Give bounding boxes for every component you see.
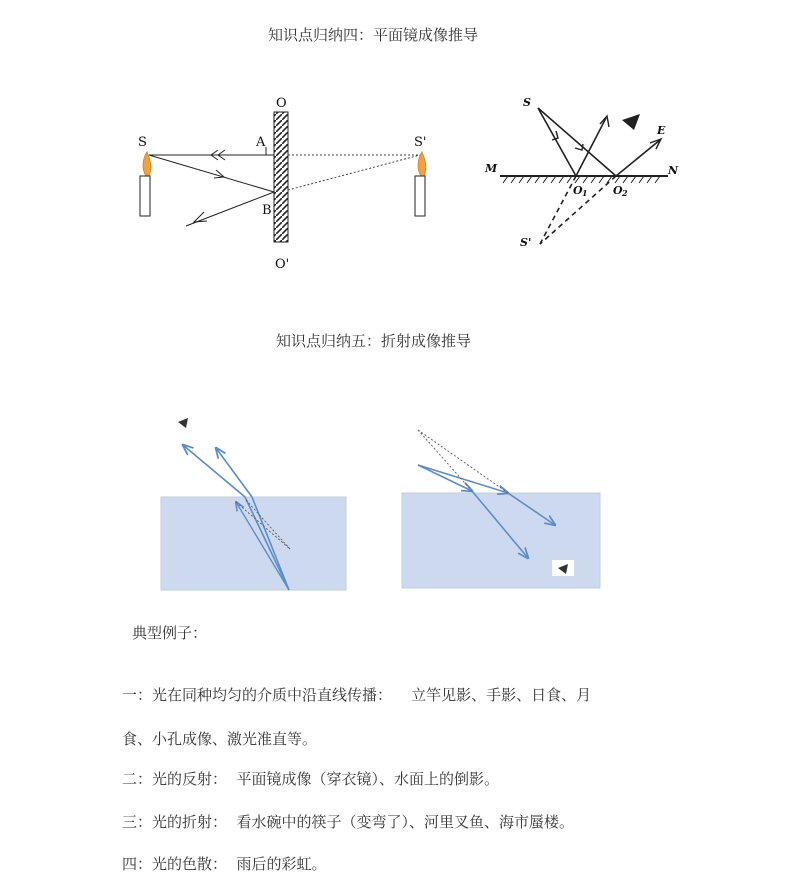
label-s: S xyxy=(138,135,147,150)
example-4: 四：光的色散： 雨后的彩虹。 xyxy=(122,855,327,873)
example-1-line-1: 一：光在同种均匀的介质中沿直线传播： 立竿见影、手影、日食、月 xyxy=(122,686,592,704)
example-2: 二：光的反射： 平面镜成像（穿衣镜）、水面上的倒影。 xyxy=(122,770,500,788)
refraction-diagram-right xyxy=(402,430,600,588)
label-o2-sub: 2 xyxy=(622,188,628,198)
mirror xyxy=(274,112,288,242)
examples-title: 典型例子： xyxy=(132,624,208,642)
refraction-diagram-left xyxy=(161,418,346,590)
label-o-bottom: O' xyxy=(275,257,290,272)
example-1-line-2: 食、小孔成像、激光准直等。 xyxy=(122,730,318,748)
reflection-diagram xyxy=(484,96,679,249)
label-o2: O xyxy=(613,184,623,197)
label-s-virtual: S' xyxy=(520,236,532,249)
plane-mirror-diagram xyxy=(138,96,426,272)
example-3: 三：光的折射： 看水碗中的筷子（变弯了）、河里叉鱼、海市蜃楼。 xyxy=(122,813,575,831)
surface-hatching xyxy=(503,176,660,183)
label-o1: O xyxy=(573,184,583,197)
section-5-title: 知识点归纳五：折射成像推导 xyxy=(276,332,472,350)
label-e: E xyxy=(657,124,666,137)
candle-image xyxy=(415,152,426,216)
label-s-image: S' xyxy=(414,135,427,150)
label-s-source: S xyxy=(523,96,531,109)
label-o-top: O xyxy=(276,96,287,111)
candle-source xyxy=(140,152,151,216)
ray-incident xyxy=(149,155,274,192)
label-o1-sub: 1 xyxy=(582,188,588,198)
ray-reflected xyxy=(186,192,274,226)
section-4-title: 知识点归纳四：平面镜成像推导 xyxy=(268,26,479,44)
eye-icon xyxy=(622,114,640,130)
virtual-ray-image xyxy=(288,155,420,190)
label-n: N xyxy=(668,164,679,177)
eye-icon-left xyxy=(178,418,188,428)
label-m: M xyxy=(485,162,498,175)
water-left xyxy=(161,497,346,590)
label-b: B xyxy=(262,203,272,218)
label-a: A xyxy=(256,135,266,150)
